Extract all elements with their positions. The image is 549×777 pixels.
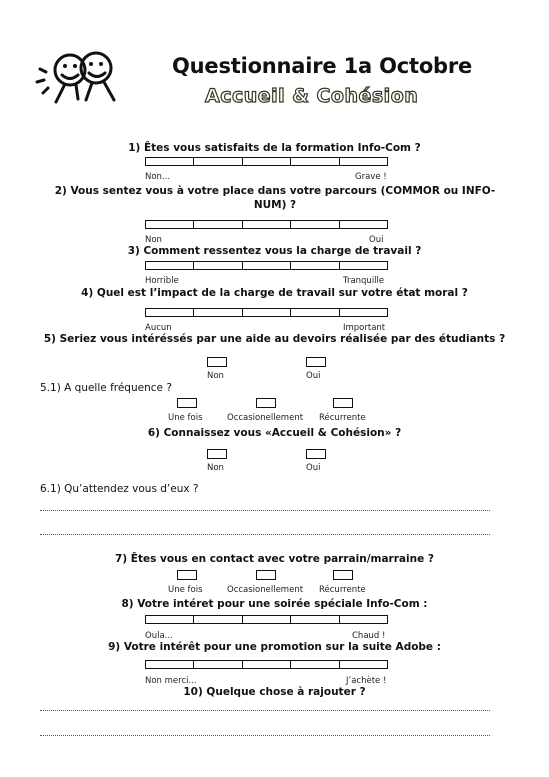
option-label: Une fois xyxy=(168,413,203,423)
question-5-1: 5.1) A quelle fréquence ? xyxy=(40,382,172,394)
question-8: 8) Votre intéret pour une soirée spéciale Info-Com : xyxy=(121,598,428,610)
question-4: 4) Quel est l’impact de la charge de travail sur votre état moral ? xyxy=(81,287,468,299)
scale-min-label: Non... xyxy=(145,172,171,182)
scale-max-label: Grave ! xyxy=(355,172,387,182)
rating-scale-q3[interactable] xyxy=(145,261,388,270)
scale-max-label: Tranquille xyxy=(343,276,385,286)
question-6: 6) Connaissez vous «Accueil & Cohésion» ? xyxy=(147,427,402,439)
checkbox-non[interactable] xyxy=(207,449,227,459)
checkbox-occasionellement[interactable] xyxy=(256,570,276,580)
question-5: 5) Seriez vous intéréssés par une aide au devoirs réalisée par des étudiants ? xyxy=(43,333,506,345)
scale-min-label: Aucun xyxy=(145,323,172,333)
question-10: 10) Quelque chose à rajouter ? xyxy=(183,686,366,698)
rating-scale-q2[interactable] xyxy=(145,220,388,229)
question-1: 1) Êtes vous satisfaits de la formation Info-Com ? xyxy=(128,142,421,154)
checkbox-une-fois[interactable] xyxy=(177,570,197,580)
smiley-faces-logo xyxy=(34,44,134,110)
option-label: Occasionellement xyxy=(227,585,304,595)
checkbox-non[interactable] xyxy=(207,357,227,367)
option-label: Oui xyxy=(306,463,321,473)
checkbox-oui[interactable] xyxy=(306,357,326,367)
scale-min-label: Oula... xyxy=(145,631,173,641)
option-label: Non xyxy=(207,463,224,473)
checkbox-recurrente[interactable] xyxy=(333,398,353,408)
question-3: 3) Comment ressentez vous la charge de travail ? xyxy=(127,245,422,257)
option-label: Récurrente xyxy=(319,413,366,423)
question-2: 2) Vous sentez vous à votre place dans votre parcours (COMMOR ou INFO-NUM) ? xyxy=(54,185,496,211)
answer-line[interactable] xyxy=(40,710,490,711)
rating-scale-q9[interactable] xyxy=(145,660,388,669)
answer-line[interactable] xyxy=(40,735,490,736)
option-label: Récurrente xyxy=(319,585,366,595)
rating-scale-q8[interactable] xyxy=(145,615,388,624)
scale-min-label: Non xyxy=(145,235,162,245)
question-9: 9) Votre intérêt pour une promotion sur la suite Adobe : xyxy=(108,641,441,653)
option-label: Occasionellement xyxy=(227,413,304,423)
answer-line[interactable] xyxy=(40,510,490,511)
checkbox-recurrente[interactable] xyxy=(333,570,353,580)
scale-max-label: Oui xyxy=(369,235,384,245)
scale-min-label: Horrible xyxy=(145,276,179,286)
rating-scale-q1[interactable] xyxy=(145,157,388,166)
question-7: 7) Êtes vous en contact avec votre parrain/marraine ? xyxy=(115,553,434,565)
checkbox-occasionellement[interactable] xyxy=(256,398,276,408)
checkbox-oui[interactable] xyxy=(306,449,326,459)
scale-max-label: J’achète ! xyxy=(346,676,387,686)
page-title: Questionnaire 1a Octobre xyxy=(172,54,473,78)
answer-line[interactable] xyxy=(40,534,490,535)
scale-max-label: Chaud ! xyxy=(352,631,386,641)
option-label: Oui xyxy=(306,371,321,381)
page-subtitle: Accueil & Cohésion xyxy=(205,85,419,107)
rating-scale-q4[interactable] xyxy=(145,308,388,317)
scale-max-label: Important xyxy=(343,323,386,333)
checkbox-une-fois[interactable] xyxy=(177,398,197,408)
option-label: Une fois xyxy=(168,585,203,595)
question-6-1: 6.1) Qu’attendez vous d’eux ? xyxy=(40,483,199,495)
scale-min-label: Non merci... xyxy=(145,676,197,686)
option-label: Non xyxy=(207,371,224,381)
